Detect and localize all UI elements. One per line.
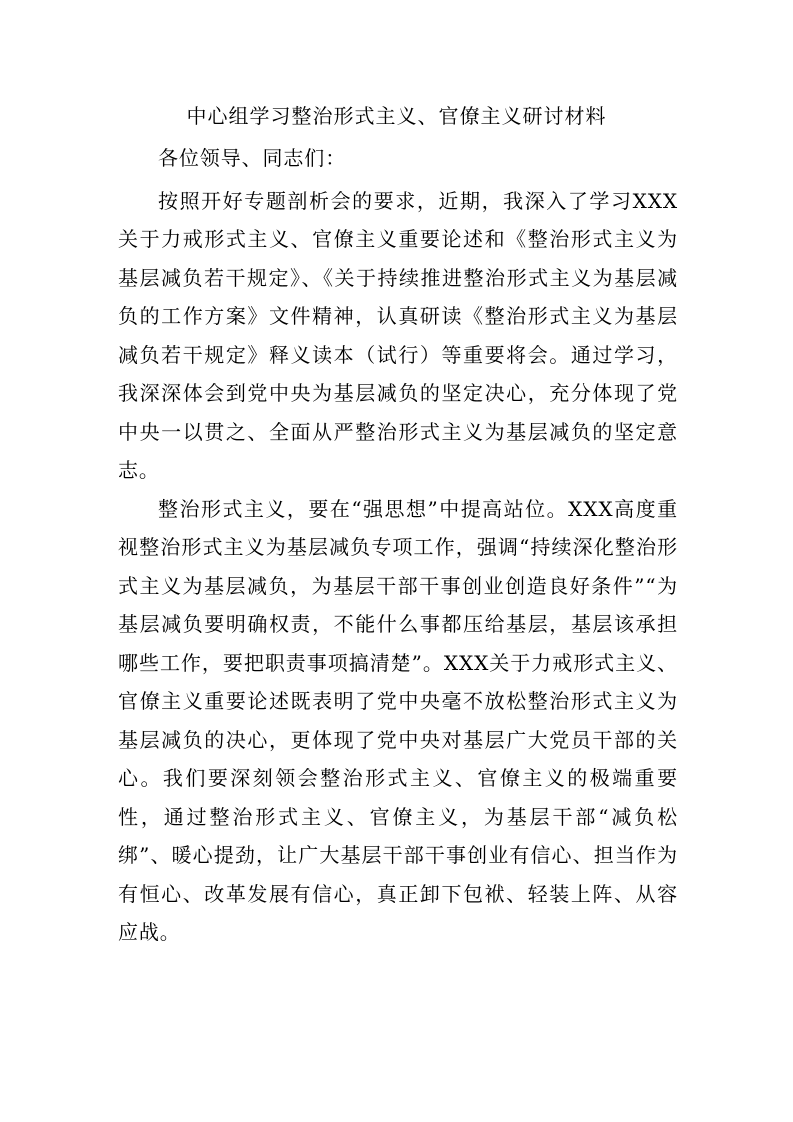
salutation: 各位领导、同志们： [158,146,347,170]
document-body [118,139,678,952]
paragraph-1: 按照开好专题剖析会的要求，近期，我深入了学习XXX关于力戒形式主义、官僚主义重要论述和《整治形式主义为基层减负若干规定》、《关于持续推进整治形式主义为基层减负的工作方案》文件精神，认真研读《整治形式主义为基层减负若干规定》释义读本（试行）等重要将会。通过学习，我深深体会到党中央为基层减负的坚定决心，充分体现了党中央一以贯之、全面从严整治形式主义为基层减负的坚定意志。 [118,188,678,482]
document-title: 中心组学习整治形式主义、官僚主义研讨材料 [186,104,607,128]
paragraph-2: 整治形式主义，要在“强思想”中提高站位。XXX高度重视整治形式主义为基层减负专项工作，强调“持续深化整治形式主义为基层减负，为基层干部干事创业创造良好条件”“为基层减负要明确权责，不能什么事都压给基层，基层该承担哪些工作，要把职责事项搞清楚”。XXX关于力戒形式主义、官僚主义重要论述既表明了党中央毫不放松整治形式主义为基层减负的决心，更体现了党中央对基层广大党员干部的关心。我们要深刻领会整治形式主义、官僚主义的极端重要性，通过整治形式主义、官僚主义，为基层干部“减负松绑”、暖心提劲，让广大基层干部干事创业有信心、担当作为有恒心、改革发展有信心，真正卸下包袱、轻装上阵、从容应战。 [118,496,678,944]
